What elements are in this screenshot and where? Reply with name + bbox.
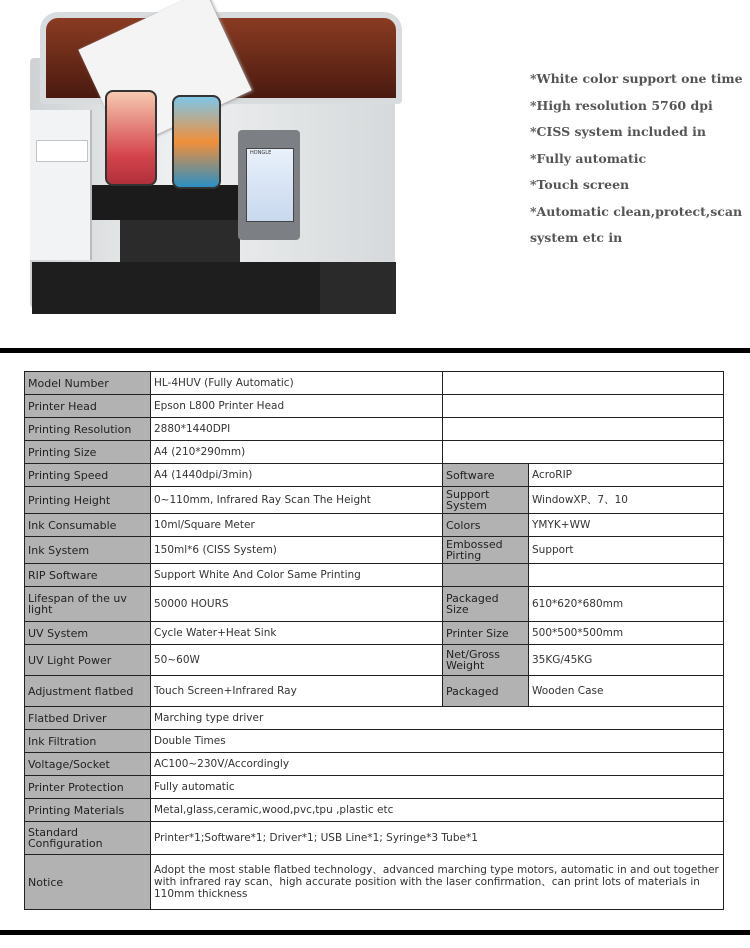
feature-item: *White color support one time — [530, 71, 743, 86]
spec-value-empty — [443, 418, 724, 441]
table-row — [25, 487, 724, 514]
feature-item: *High resolution 5760 dpi — [530, 97, 713, 113]
spec-value: 50000 HOURS — [151, 587, 443, 622]
spec-label: Flatbed Driver — [25, 707, 151, 730]
table-row — [25, 676, 724, 707]
printer-base — [32, 262, 322, 314]
printer-cavity — [120, 220, 240, 265]
table-row — [25, 645, 724, 676]
spec-value: Cycle Water+Heat Sink — [151, 622, 443, 645]
ink-slot — [36, 140, 88, 162]
printed-phone-case — [105, 90, 157, 186]
feature-item: *Touch screen — [530, 177, 630, 192]
spec-label: Standard Configuration — [25, 822, 151, 855]
printer-side-panel — [30, 110, 92, 260]
feature-list — [530, 66, 745, 252]
spec-label: Ink System — [25, 537, 151, 564]
table-row — [25, 753, 724, 776]
spec-value: WindowXP、7、10 — [529, 487, 724, 514]
spec-value: Adopt the most stable flatbed technology、advanced marching type motors, automatic in and out together with infrared ray scan、high accurate position with the laser confirmation、can print lots of materials in 110mm thickness — [151, 855, 724, 910]
spec-label-empty — [443, 564, 529, 587]
spec-label: UV Light Power — [25, 645, 151, 676]
feature-item: *Automatic clean,protect,scan system etc in — [530, 203, 743, 245]
spec-label: RIP Software — [25, 564, 151, 587]
spec-value: HL-4HUV (Fully Automatic) — [151, 372, 443, 395]
spec-label: Printing Size — [25, 441, 151, 464]
table-row — [25, 564, 724, 587]
spec-value: Fully automatic — [151, 776, 724, 799]
spec-label: Support System — [443, 487, 529, 514]
spec-value: Metal,glass,ceramic,wood,pvc,tpu ,plastic etc — [151, 799, 724, 822]
table-row — [25, 537, 724, 564]
spec-label: Printer Protection — [25, 776, 151, 799]
spec-label: Ink Filtration — [25, 730, 151, 753]
table-row — [25, 587, 724, 622]
spec-label: Net/Gross Weight — [443, 645, 529, 676]
table-row — [25, 776, 724, 799]
spec-value-empty — [443, 441, 724, 464]
table-row — [25, 418, 724, 441]
table-row — [25, 622, 724, 645]
table-row — [25, 464, 724, 487]
spec-value: 150ml*6 (CISS System) — [151, 537, 443, 564]
bottom-divider — [0, 930, 750, 935]
printed-phone-case — [172, 95, 221, 189]
table-row — [25, 822, 724, 855]
spec-label: Notice — [25, 855, 151, 910]
spec-value: Touch Screen+Infrared Ray — [151, 676, 443, 707]
table-row — [25, 799, 724, 822]
screen-brand: HONGLE — [250, 150, 272, 156]
spec-value-empty — [443, 395, 724, 418]
spec-value: 50~60W — [151, 645, 443, 676]
top-divider — [0, 348, 750, 353]
table-row — [25, 372, 724, 395]
table-row — [25, 514, 724, 537]
spec-label: Embossed Pirting — [443, 537, 529, 564]
touch-screen — [246, 148, 294, 222]
spec-value: Marching type driver — [151, 707, 724, 730]
spec-label: Voltage/Socket — [25, 753, 151, 776]
spec-label: Model Number — [25, 372, 151, 395]
spec-label: Adjustment flatbed — [25, 676, 151, 707]
table-row — [25, 707, 724, 730]
spec-value: Wooden Case — [529, 676, 724, 707]
spec-value: 35KG/45KG — [529, 645, 724, 676]
spec-value: 500*500*500mm — [529, 622, 724, 645]
spec-value: Double Times — [151, 730, 724, 753]
print-tray — [92, 185, 242, 220]
spec-value-empty — [443, 372, 724, 395]
spec-value: Support — [529, 537, 724, 564]
spec-value: AC100~230V/Accordingly — [151, 753, 724, 776]
spec-value: AcroRIP — [529, 464, 724, 487]
spec-label: UV System — [25, 622, 151, 645]
spec-value: A4 (1440dpi/3min) — [151, 464, 443, 487]
table-row — [25, 395, 724, 418]
spec-label: Colors — [443, 514, 529, 537]
spec-value: Support White And Color Same Printing — [151, 564, 443, 587]
spec-label: Lifespan of the uv light — [25, 587, 151, 622]
spec-value: 10ml/Square Meter — [151, 514, 443, 537]
spec-label: Printing Height — [25, 487, 151, 514]
spec-label: Packaged Size — [443, 587, 529, 622]
spec-label: Printer Head — [25, 395, 151, 418]
table-row — [25, 855, 724, 910]
spec-label: Packaged — [443, 676, 529, 707]
spec-value: YMYK+WW — [529, 514, 724, 537]
spec-value: 2880*1440DPI — [151, 418, 443, 441]
spec-value-empty — [529, 564, 724, 587]
spec-value: 610*620*680mm — [529, 587, 724, 622]
table-row — [25, 730, 724, 753]
product-photo — [0, 0, 430, 335]
spec-label: Printer Size — [443, 622, 529, 645]
feature-item: *Fully automatic — [530, 150, 647, 166]
table-row — [25, 441, 724, 464]
spec-value: Epson L800 Printer Head — [151, 395, 443, 418]
spec-label: Printing Materials — [25, 799, 151, 822]
spec-label: Printing Resolution — [25, 418, 151, 441]
spec-table — [24, 371, 724, 910]
printer-base-side — [320, 262, 396, 314]
spec-value: 0~110mm, Infrared Ray Scan The Height — [151, 487, 443, 514]
spec-label: Ink Consumable — [25, 514, 151, 537]
spec-label: Software — [443, 464, 529, 487]
feature-item: *CISS system included in — [530, 124, 707, 139]
spec-label: Printing Speed — [25, 464, 151, 487]
spec-value: Printer*1;Software*1; Driver*1; USB Line*1; Syringe*3 Tube*1 — [151, 822, 724, 855]
spec-value: A4 (210*290mm) — [151, 441, 443, 464]
